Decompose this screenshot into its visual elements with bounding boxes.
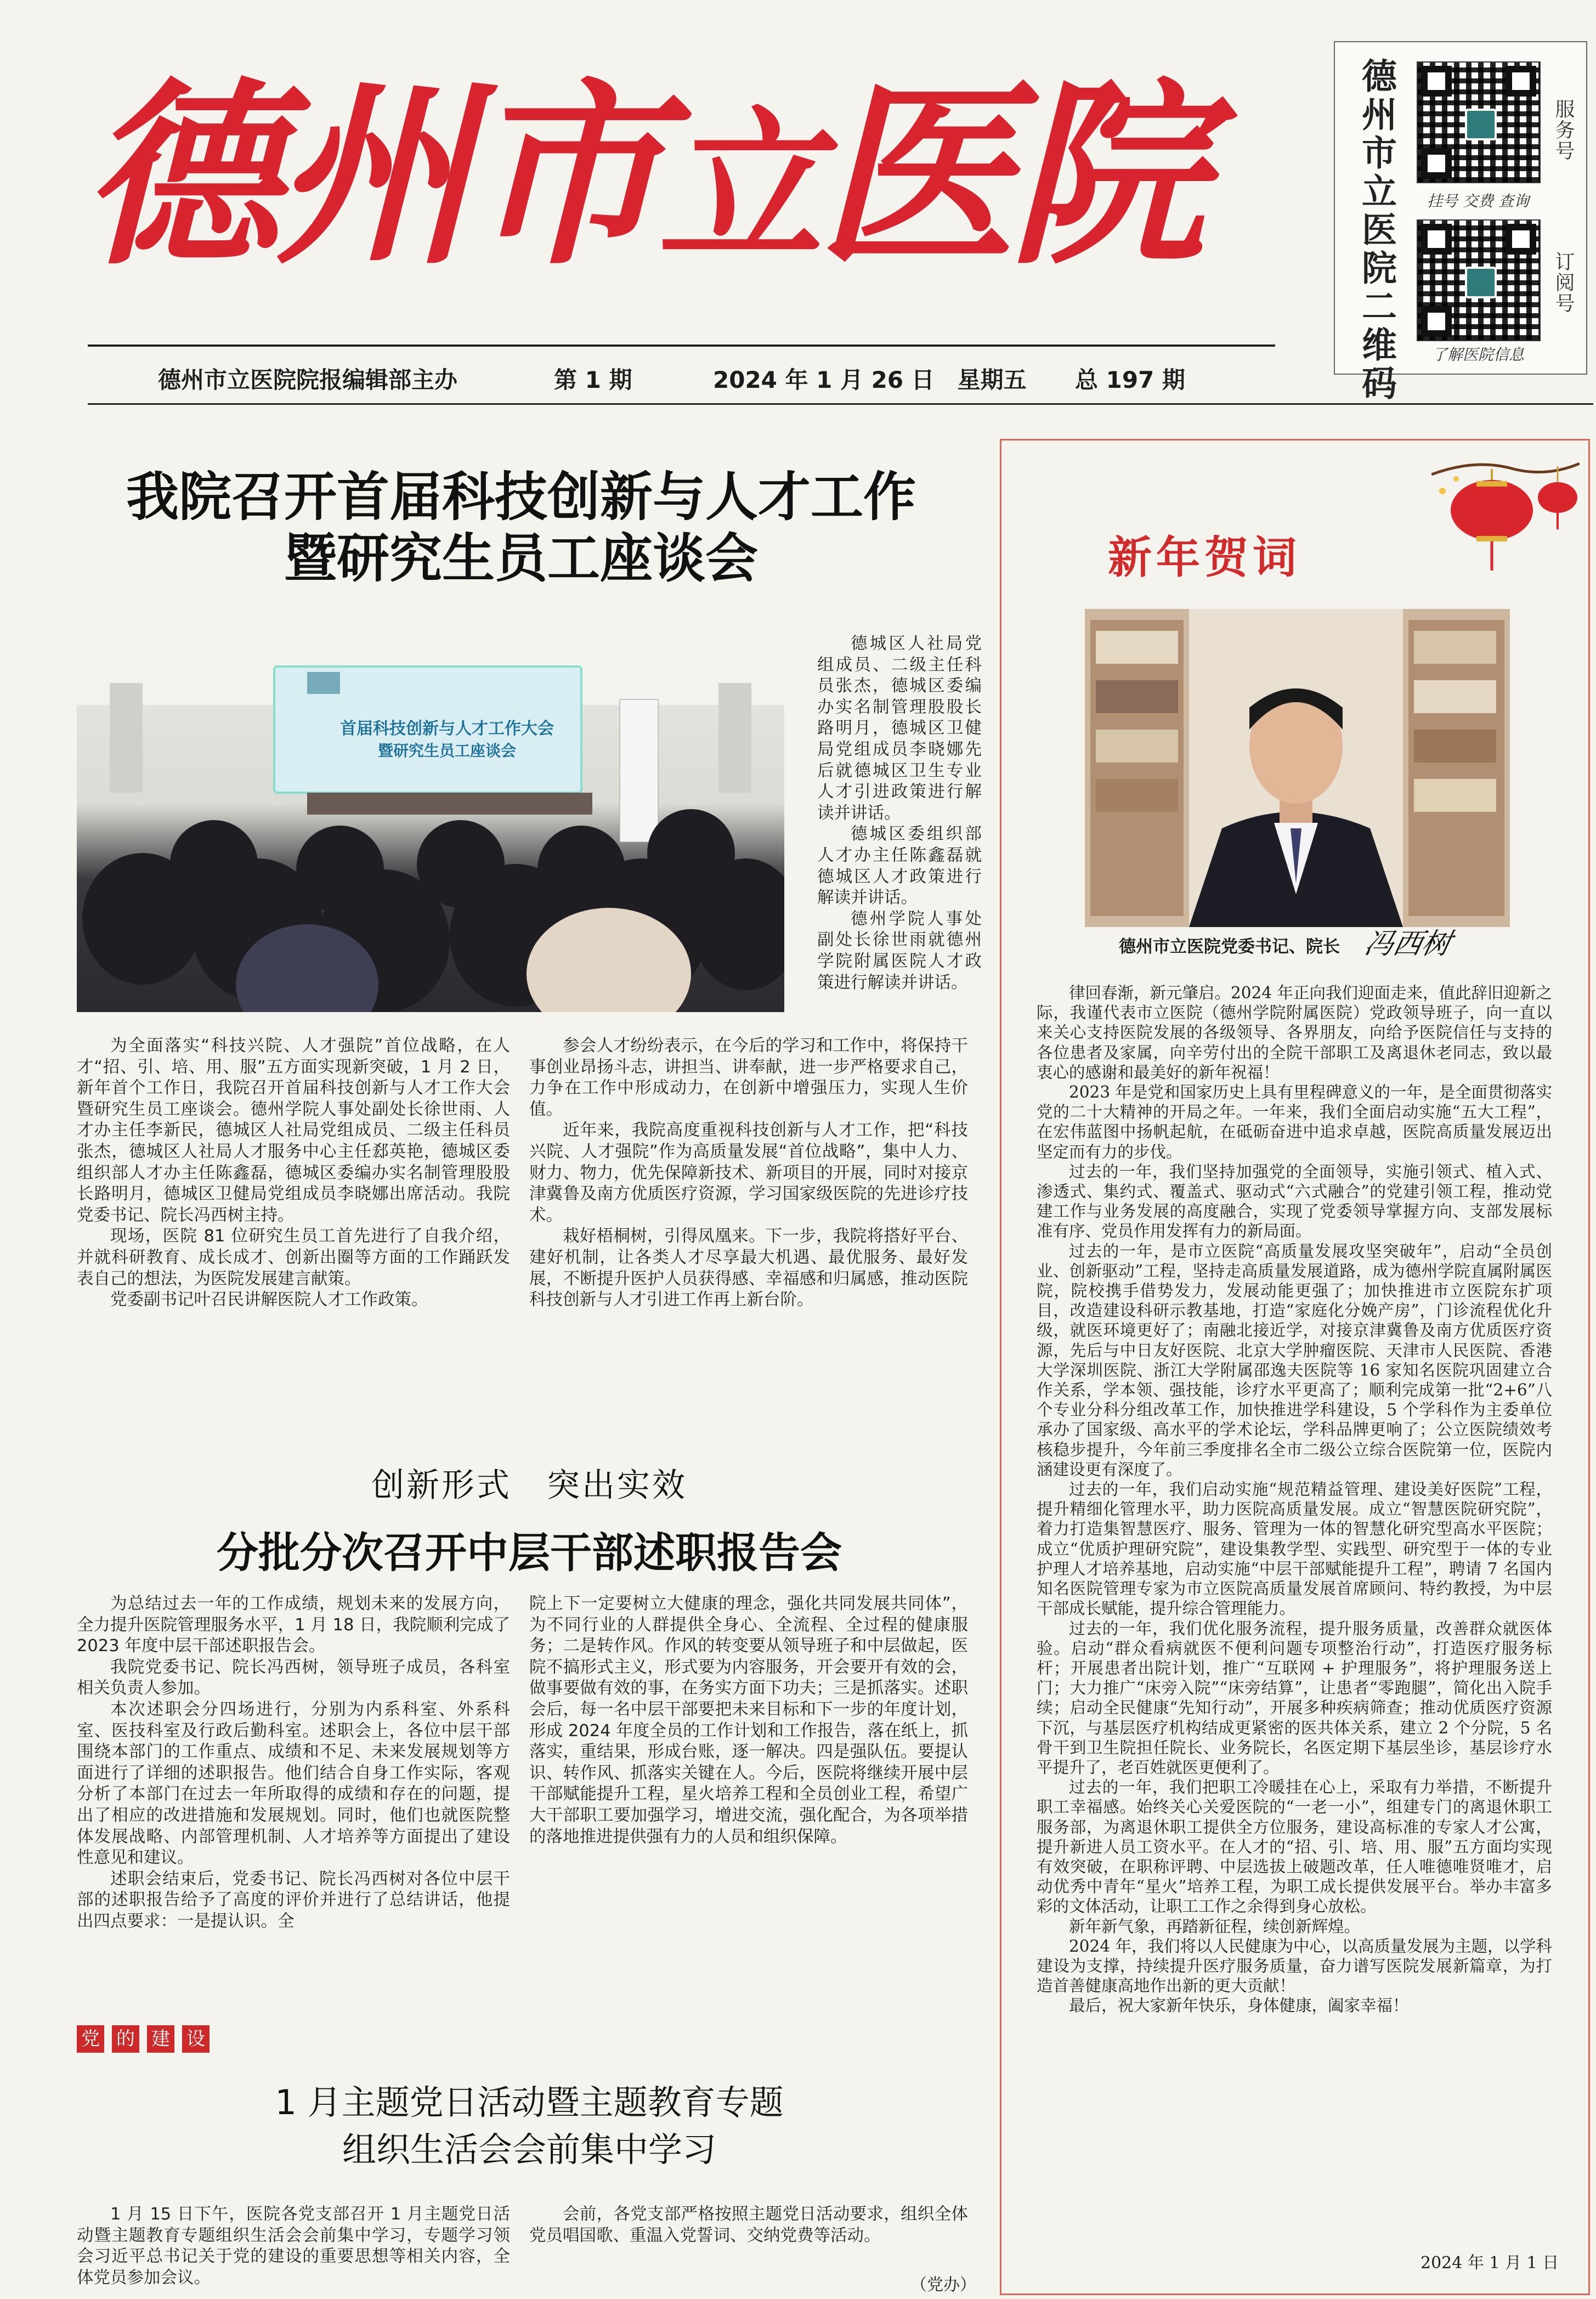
lantern-icon [1431,453,1580,579]
masthead-title [82,38,1278,335]
article2-col1: 为总结过去一年的工作成绩，规划未来的发展方向，全力提升医院管理服务水平，1 月 18 日，我院顺利完成了 2023 年度中层干部述职报告会。 我院党委书记、院长冯西树，领导班子成员，各科室相关负责人参加。 本次述职会分四场进行，分别为内系科室、外系科室、医技科室及行政后勤科室。述职会上，各位中层干部围绕本部门的工作重点、成绩和不足、未来发展规划等方面进行了详细的述职报告。他们结合自身工作实际，客观分析了本部门在过去一年所取得的成绩和存在的问题，提出了相应的改进措施和发展规划。同时，他们也就医院整体发展战略、内部管理机制、人才培养等方面提出了建设性意见和建议。 述职会结束后，党委书记、院长冯西树对各位中层干部的述职报告给予了高度的评价并进行了总结讲话，他提出四点要求：一是提认识。全 [77,1594,510,1931]
qr-label-service: 服务号 [1552,99,1575,161]
qr-label-subscription: 订阅号 [1552,251,1575,314]
masthead-char: 医 [817,59,1009,291]
article3-col2: 会前，各党支部严格按照主题党日活动要求，组织全体党员唱国歌、重温入党誓词、交纳党费等活动。 [529,2205,968,2245]
signature-mark: 冯西树 [1361,928,1454,961]
masthead-char: 立 [658,90,817,284]
director-portrait [1085,609,1510,927]
issue-line [0,362,1596,395]
portrait-illustration [1085,609,1510,927]
masthead-char: 市 [466,59,658,291]
article3-headline: 1 月主题党日活动暨主题教育专题 组织生活会会前集中学习 [275,2082,784,2170]
top-rule [88,344,1275,347]
article1-headline: 我院召开首届科技创新与人才工作 暨研究生员工座谈会 [126,466,916,589]
greeting-date: 2024 年 1 月 1 日 [1420,2253,1559,2273]
masthead-char: 德 [82,59,274,291]
photo-banner-line1: 首届科技创新与人才工作大会 [340,719,554,738]
qr-code-icon[interactable] [1417,219,1541,341]
article2-kicker: 创新形式 突出实效 [371,1466,687,1505]
masthead-char: 院 [1009,59,1201,291]
portrait-caption: 德州市立医院党委书记、院长 [1119,937,1340,957]
total-issue: 总 197 期 [1075,366,1185,393]
masthead-char: 州 [274,59,466,291]
article3-source: （党办） [910,2275,976,2295]
qr-code-icon[interactable] [1417,61,1541,183]
issue-rule [88,403,1593,405]
article1-side-text: 德城区人社局党组成员、二级主任科员张杰，德城区委编办实名制管理股股长路明月，德城区卫健局党组成员李晓娜先后就德城区卫生专业人才引进政策进行解读并讲话。 德城区委组织部人才办主任陈鑫磊就德城区人才政策进行解读并讲话。 德州学院人事处副处长徐世雨就德州学院附属医院人才政策进行解读并讲话。 [817,634,982,992]
qr-panel-title: 德州市立医院二维码 [1356,58,1397,403]
publisher: 德州市立医院院报编辑部主办 [158,366,458,393]
issue-date: 2024 年 1 月 26 日 星期五 [713,366,1027,393]
greeting-title: 新年贺词 [1108,532,1301,583]
meeting-photo [77,634,784,1012]
article2-headline: 分批分次召开中层干部述职报告会 [217,1528,842,1577]
article2-col2: 院上下一定要树立大健康的理念，强化共同发展共同体”，为不同行业的人群提供全身心、全流程、全过程的健康服务；二是转作风。作风的转变要从领导班子和中层做起，医院不搞形式主义，形式要为内容服务，开会要开有效的会，做事要做有效的事，在务实方面下功夫；三是抓落实。述职会后，每一名中层干部要把未来目标和下一步的年度计划，形成 2024 年度全员的工作计划和工作报告，落在纸上，抓落实，重结果，形成台账，逐一解决。四是强队伍。要提认识、转作风、抓落实关键在人。今后，医院将继续开展中层干部赋能提升工程，星火培养工程和全员创业工程，希望广大干部职工要加强学习，增进交流，强化配合，为各项举措的落地推进提供强有力的人员和组织保障。 [529,1594,968,1846]
article1-col2: 参会人才纷纷表示，在今后的学习和工作中，将保持干事创业昂扬斗志，讲担当、讲奉献，进一步严格要求自己，力争在工作中形成动力，在创新中增强压力，实现人生价值。 近年来，我院高度重视科技创新与人才工作，把“科技兴院、人才强院”作为高质量发展“首位战略”，集中人力、财力、物力，优先保障新技术、新项目的开展，同时对接京津冀鲁及南方优质医疗资源，学习国家级医院的先进诊疗技术。 栽好梧桐树，引得凤凰来。下一步，我院将搭好平台、建好机制，让各类人才尽享最大机遇、最优服务、最好发展，不断提升医护人员获得感、幸福感和归属感，推动医院科技创新与人才引进工作再上新台阶。 [529,1036,968,1310]
qr-caption-service: 挂号 交费 查询 [1427,192,1529,210]
qr-caption-subscription: 了解医院信息 [1431,346,1524,364]
greeting-body: 律回春渐，新元肇启。2024 年正向我们迎面走来，值此辞旧迎新之际，我谨代表市立医院（德州学院附属医院）党政领导班子，向一直以来关心支持医院发展的各级领导、各界朋友，向给予医院信任与支持的各位患者及家属，向辛劳付出的全院干部职工及离退休老同志，致以最衷心的感谢和最美好的新年祝福！ 2023 年是党和国家历史上具有里程碑意义的一年，是全面贯彻落实党的二十大精神的开局之年。一年来，我们全面启动实施“五大工程”，在宏伟蓝图中扬帆起航，在砥砺奋进中追求卓越，医院高质量发展迈出坚定而有力的步伐。 过去的一年，我们坚持加强党的全面领导，实施引领式、植入式、渗透式、集约式、覆盖式、驱动式“六式融合”的党建引领工程，推动党建工作与业务发展的高度融合，实现了党委领导掌握方向、支部发展标准有序、党员作用发挥有力的新局面。 过去的一年，是市立医院“高质量发展攻坚突破年”，启动“全员创业、创新驱动”工程，坚持走高质量发展道路，成为德州学院直属附属医院，院校携手借势发力，发展动能更强了；加快推进市立医院东扩项目，改造建设科研示教基地，打造“家庭化分娩产房”，门诊流程优化升级，就医环境更好了；南融北接近学，对接京津冀鲁及南方优质医疗资源，先后与中日友好医院、北京大学肿瘤医院、天津市人民医院、香港大学深圳医院、浙江大学附属邵逸夫医院等 16 家知名医院巩固建立合作关系，学本领、强技能，诊疗水平更高了；顺利完成第一批“2+6”八个专业分科分组改革工作，加快推进学科建设，5 个学科作为主委单位承办了国家级、高水平的学术论坛，学科品牌更响了；公立医院绩效考核稳步提升，今年前三季度排名全市二级公立综合医院第一位，医院内涵建设更有深度了。 过去的一年，我们启动实施“规范精益管理、建设美好医院”工程，提升精细化管理水平，助力医院高质量发展。成立“智慧医院研究院”，着力打造集智慧医疗、服务、管理为一体的智慧化研究型高水平医院；成立“优质护理研究院”，建设集教学型、实践型、研究型于一体的专业护理人才培养基地，启动实施“中层干部赋能提升工程”，聘请 7 名国内知名医院管理专家为市立医院高质量发展首席顾问、特约教授，为中层干部成长赋能，提升综合管理能力。 过去的一年，我们优化服务流程，提升服务质量，改善群众就医体验。启动“群众看病就医不便利问题专项整治行动”，打造医疗服务标杆；开展患者出院计划，推广“互联网 + 护理服务”，将护理服务送上门；大力推广“床旁入院”“床旁结算”，让患者“零跑腿”，简化出入院手续；启动全民健康“先知行动”，开展多种疾病筛查；推动优质医疗资源下沉，与基层医疗机构结成更紧密的医共体关系，建立 2 个分院，5 名骨干到卫生院担任院长、业务院长，名医定期下基层坐诊，基层诊疗水平提升了，老百姓就医更便利了。 过去的一年，我们把职工冷暖挂在心上，采取有力举措，不断提升职工幸福感。始终关心关爱医院的“一老一小”，组建专门的离退休职工服务部，为离退休职工提供全方位服务，建设高标准的专家人才公寓，提升新进人员工资水平。在人才的“招、引、培、用、服”五方面均实现有效突破，在职称评聘、中层选拔上破题改革，任人唯德唯贤唯才，启动优秀中青年“星火”培养工程，为职工成长提供发展平台。举办丰富多彩的文体活动，让职工工作之余得到身心放松。 新年新气象，再踏新征程，续创新辉煌。 2024 年，我们将以人民健康为中心，以高质量发展为主题，以学科建设为支撑，持续提升医疗服务质量，奋力谱写医院发展新篇章，为打造首善健康高地作出新的更大贡献！ 最后，祝大家新年快乐，身体健康，阖家幸福！ [1037,984,1552,2015]
meeting-photo-illustration [77,634,784,1012]
article1-col1: 为全面落实“科技兴院、人才强院”首位战略，在人才“招、引、培、用、服”五方面实现新突破，1 月 2 日，新年首个工作日，我院召开首届科技创新与人才工作大会暨研究生员工座谈会。德州学院人事处副处长徐世雨、人才办主任李新民，德城区人社局党组成员、二级主任科员张杰，德城区人社局人才服务中心主任郄英艳，德城区委组织部人才办主任陈鑫磊，德城区委编办实名制管理股股长路明月，德城区卫健局党组成员李晓娜出席活动。我院党委书记、院长冯西树主持。 现场，医院 81 位研究生员工首先进行了自我介绍，并就科研教育、成长成才、创新出圈等方面的工作踊跃发表自己的想法，为医院发展建言献策。 党委副书记叶召民讲解医院人才工作政策。 [77,1036,510,1310]
party-building-badge: 党 的 建 设 [77,2025,217,2053]
article3-col1: 1 月 15 日下午，医院各党支部召开 1 月主题党日活动暨主题教育专题组织生活会会前集中学习，专题学习领会习近平总书记关于党的建设的重要思想等相关内容，全体党员参加会议。 [77,2205,510,2287]
issue-number: 第 1 期 [554,366,632,393]
photo-banner-line2: 暨研究生员工座谈会 [377,742,516,760]
